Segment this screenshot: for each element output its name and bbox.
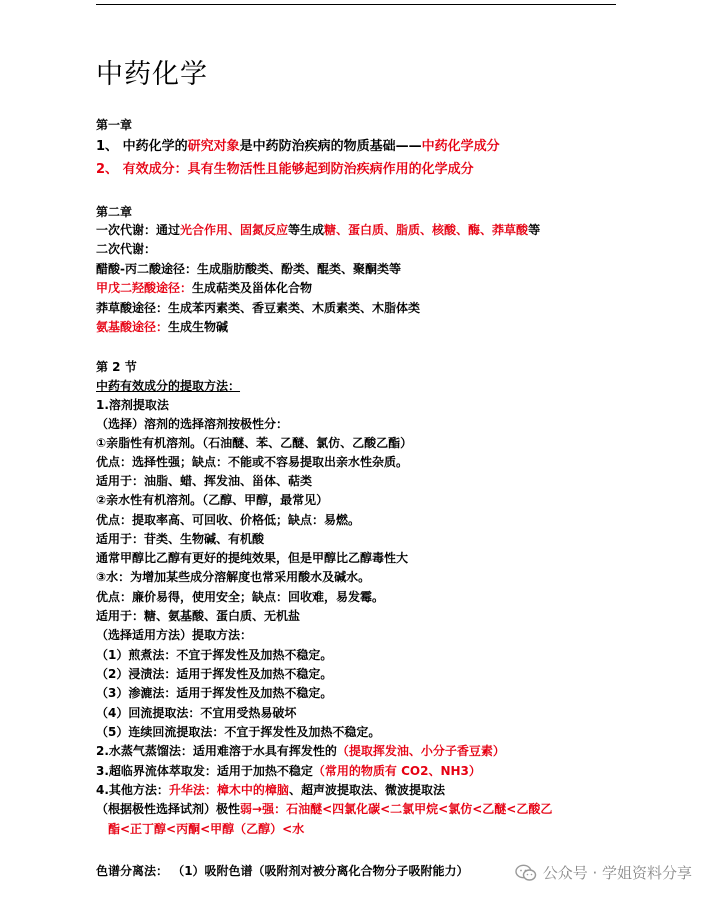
sec2-line: （4）回流提取法：不宜用受热易破坏 bbox=[96, 706, 297, 720]
sec2-line: 优点：提取率高、可回收、价格低；缺点：易燃。 bbox=[96, 513, 361, 527]
top-rule bbox=[96, 4, 616, 5]
sec2-line: 通常甲醇比乙醇有更好的提纯效果，但是甲醇比乙醇毒性大 bbox=[96, 551, 409, 565]
sec2-line: （选择）溶剂的选择溶剂按极性分： bbox=[96, 417, 289, 431]
ch2-primary-metabolism: 一次代谢：通过光合作用、固氮反应等生成糖、蛋白质、脂质、核酸、酶、莽草酸等 bbox=[96, 223, 541, 237]
chapter-1-heading: 第一章 bbox=[96, 118, 133, 132]
ch2-secondary-metabolism: 二次代谢： bbox=[96, 242, 157, 256]
wechat-icon bbox=[515, 864, 537, 882]
sec2-polarity-order: （根据极性选择试剂）极性弱→强：石油醚<四氯化碳<二氯甲烷<氯仿<乙醚<乙酸乙 bbox=[96, 802, 553, 816]
watermark-text: 公众号 · 学姐资料分享 bbox=[542, 864, 692, 882]
sec2-steam-distillation: 2.水蒸气蒸馏法：适用难溶于水具有挥发性的（提取挥发油、小分子香豆素） bbox=[96, 744, 505, 758]
sec2-line: ③水：为增加某些成分溶解度也常采用酸水及碱水。 bbox=[96, 570, 371, 584]
sec2-line: 优点：选择性强；缺点：不能或不容易提取出亲水性杂质。 bbox=[96, 455, 409, 469]
ch1-line-1: 1、 中药化学的研究对象是中药防治疾病的物质基础——中药化学成分 bbox=[96, 139, 500, 154]
ch2-acetate-pathway: 醋酸-丙二酸途径：生成脂肪酸类、酚类、醌类、聚酮类等 bbox=[96, 262, 401, 276]
sec2-line: 1.溶剂提取法 bbox=[96, 398, 169, 412]
sec2-supercritical: 3.超临界流体萃取发：适用于加热不稳定（常用的物质有 CO2、NH3） bbox=[96, 764, 481, 778]
page-title: 中药化学 bbox=[96, 59, 208, 90]
sec2-line: （选择适用方法）提取方法： bbox=[96, 628, 253, 642]
sec2-line: ②亲水性有机溶剂。（乙醇、甲醇，最常见） bbox=[96, 493, 329, 507]
extraction-methods-title: 中药有效成分的提取方法： bbox=[96, 379, 241, 393]
ch2-mevalonate-pathway: 甲戊二羟酸途径：生成萜类及甾体化合物 bbox=[96, 281, 313, 295]
sec2-line: （3）渗漉法：适用于挥发性及加热不稳定。 bbox=[96, 686, 333, 700]
sec2-polarity-order-cont: 酯<正丁醇<丙酮<甲醇（乙醇）<水 bbox=[108, 822, 305, 836]
sec2-line: ①亲脂性有机溶剂。（石油醚、苯、乙醚、氯仿、乙酸乙酯） bbox=[96, 436, 413, 450]
sec2-line: 适用于：苷类、生物碱、有机酸 bbox=[96, 532, 265, 546]
sec2-line: 适用于：糖、氨基酸、蛋白质、无机盐 bbox=[96, 609, 301, 623]
sec2-line: （2）浸渍法：适用于挥发性及加热不稳定。 bbox=[96, 667, 333, 681]
sec2-line: （1）煎煮法：不宜于挥发性及加热不稳定。 bbox=[96, 648, 333, 662]
sec2-line: 适用于：油脂、蜡、挥发油、甾体、萜类 bbox=[96, 474, 313, 488]
section-2-heading: 第 2 节 bbox=[96, 360, 137, 374]
ch1-line-2: 2、 有效成分：具有生物活性且能够起到防治疾病作用的化学成分 bbox=[96, 162, 474, 177]
sec2-other-methods: 4.其他方法：升华法：樟木中的樟脑、超声波提取法、微波提取法 bbox=[96, 783, 445, 797]
sec2-line: （5）连续回流提取法：不宜于挥发性及加热不稳定。 bbox=[96, 725, 381, 739]
chapter-2-heading: 第二章 bbox=[96, 205, 133, 219]
chromatography-line: 色谱分离法： （1）吸附色谱（吸附剂对被分离化合物分子吸附能力） bbox=[96, 864, 469, 878]
watermark bbox=[515, 862, 692, 883]
ch2-amino-acid-pathway: 氨基酸途径：生成生物碱 bbox=[96, 320, 229, 334]
sec2-line: 优点：廉价易得，使用安全；缺点：回收难，易发霉。 bbox=[96, 590, 385, 604]
ch2-shikimate-pathway: 莽草酸途径：生成苯丙素类、香豆素类、木质素类、木脂体类 bbox=[96, 301, 421, 315]
